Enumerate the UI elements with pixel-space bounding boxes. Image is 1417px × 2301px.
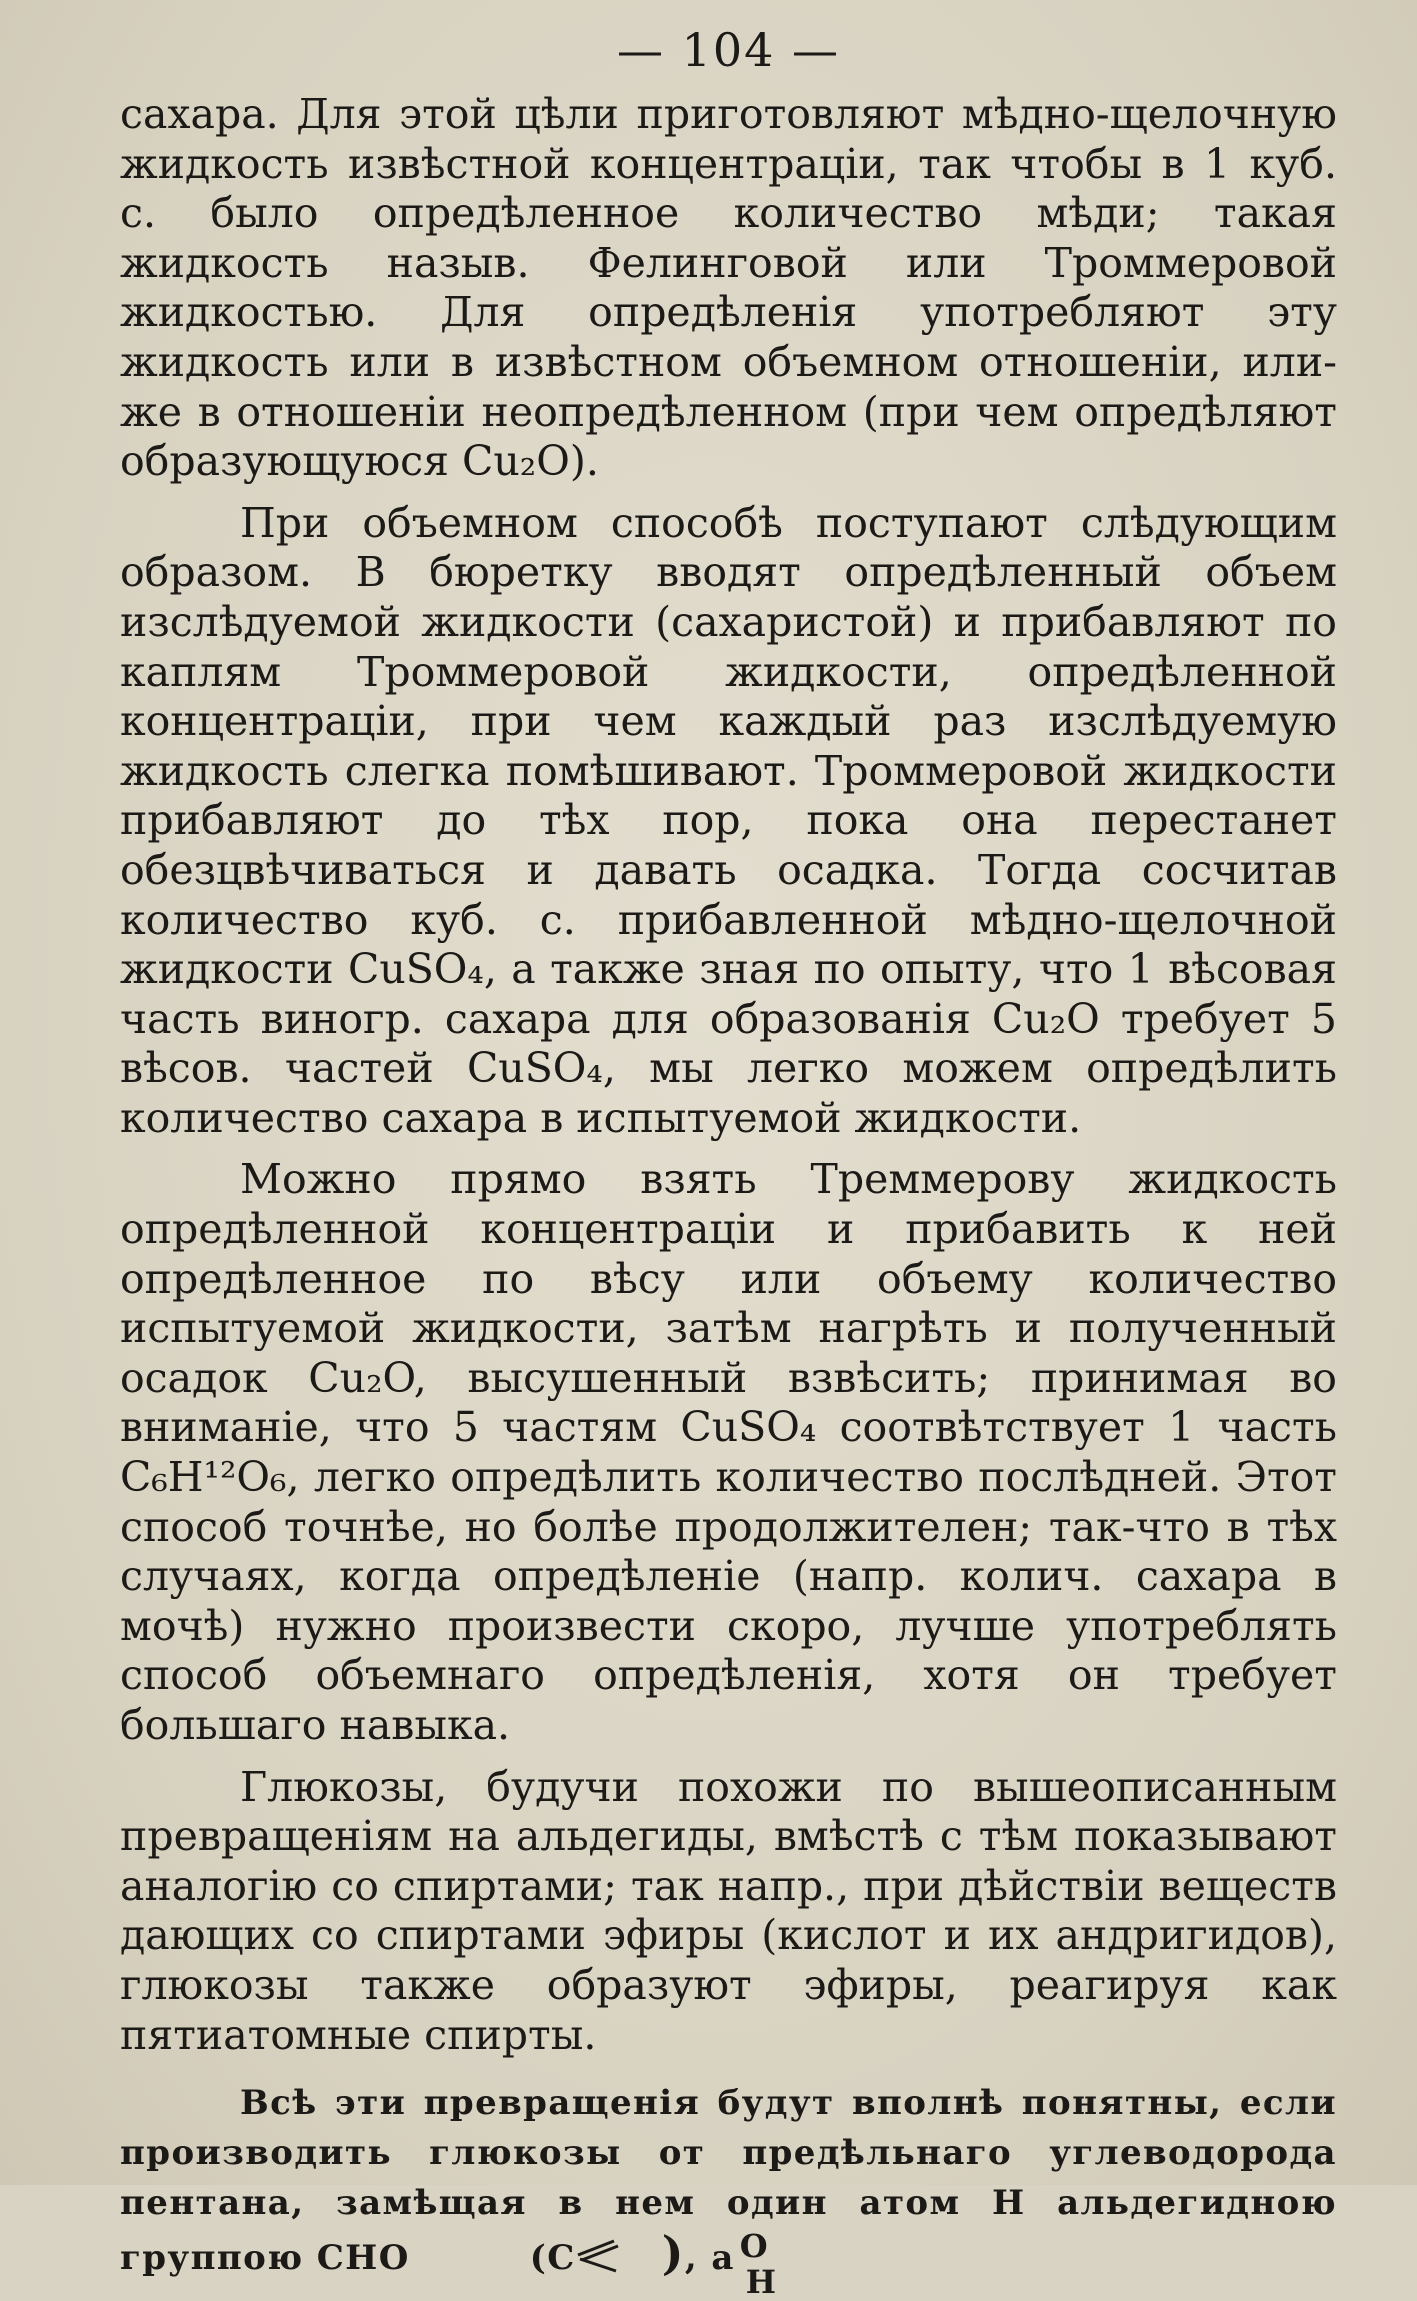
footnote-tail: , а — [684, 2238, 735, 2279]
paragraph-4: Глюкозы, будучи похожи по вышеописанным превращеніям на альдегиды, вмѣстѣ с тѣм показывают аналогію со спиртами; так напр., при дѣйствіи веществ дающих со спиртами эфиры (кислот и их андригидов), глюкозы также образуют эфиры, реагируя как пятиатомные спирты. — [120, 1762, 1337, 2059]
aldehyde-group-formula — [410, 2226, 778, 2301]
paragraph-2: При объемном способѣ поступают слѣдующим образом. В бюретку вводят опредѣленный объем изслѣдуемой жидкости (сахаристой) и прибавляют по каплям Троммеровой жидкости, опредѣленной концентраціи, при чем каждый раз изслѣдуемую жидкость слегка помѣшивают. Троммеровой жидкости прибавляют до тѣх пор, пока она перестанет обезцвѣчиваться и давать осадка. Тогда сосчитав количество куб. с. прибавленной мѣдно-щелочной жидкости CuSO₄, а также зная по опыту, что 1 вѣсовая часть виногр. сахара для образованія Cu₂O требует 5 вѣсов. частей CuSO₄, мы легко можем опредѣлить количество сахара в испытуемой жидкости. — [120, 498, 1337, 1142]
footnote — [120, 2078, 1337, 2301]
formula-close: ) — [661, 2226, 685, 2281]
paragraph-1: сахара. Для этой цѣли приготовляют мѣдно-щелочную жидкость извѣстной концентраціи, так чтобы в 1 куб. с. было опредѣленное количество мѣди; такая жидкость назыв. Фелинговой или Троммеровой жидкостью. Для опредѣленія употребляют эту жидкость или в извѣстном объемном отношеніи, или-же в отношеніи неопредѣленном (при чем опредѣляют образующуюся Cu₂O). — [120, 90, 1337, 486]
main-text — [120, 90, 1337, 2060]
formula-hydrogen: H — [745, 2263, 778, 2301]
page-number: — 104 — — [616, 23, 841, 77]
formula-open: (C — [529, 2238, 576, 2279]
paragraph-3: Можно прямо взять Треммерову жидкость опредѣленной концентраціи и прибавить к ней опредѣленное по вѣсу или объему количество испытуемой жидкости, затѣм нагрѣть и полученный осадок Cu₂O, высушенный взвѣсить; принимая во вниманіе, что 5 частям CuSO₄ соотвѣтствует 1 часть C₆H¹²O₆, легко опредѣлить количество послѣдней. Этот способ точнѣе, но болѣе продолжителен; так-что в тѣх случаях, когда опредѣленіе (напр. колич. сахара в мочѣ) нужно произвести скоро, лучше употреблять способ объемнаго опредѣленія, хотя он требует большаго навыка. — [120, 1155, 1337, 1749]
formula-bonds — [576, 2227, 778, 2301]
footnote-text: Всѣ эти превращенія будут вполнѣ понятны, если производить глюкозы от предѣльнаго углеводорода пентана, замѣщая в нем один атом H альдегидною группою CHO — [120, 2083, 1337, 2279]
double-bond-icon — [576, 2235, 626, 2275]
formula-oxygen: O — [739, 2227, 769, 2266]
